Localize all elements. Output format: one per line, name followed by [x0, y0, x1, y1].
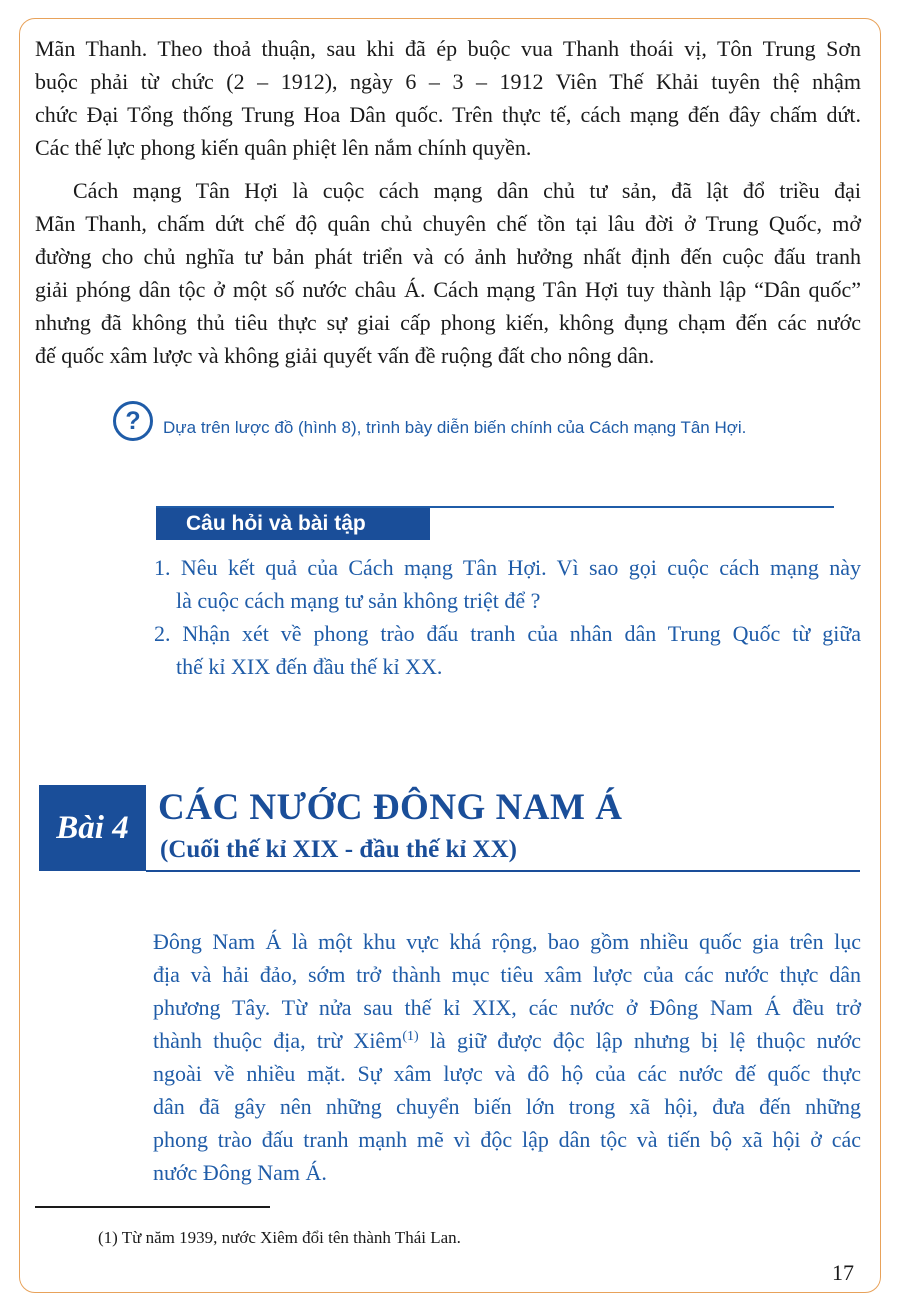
- question-prompt: [113, 401, 833, 449]
- text-line: nhưng đã không thủ tiêu thực sự giai cấp phong kiến, không đụng chạm đến các nước: [35, 310, 861, 335]
- text-line: phong trào đấu tranh mạnh mẽ vì độc lập dân tộc và tiến bộ xã hội ở các: [153, 1127, 861, 1152]
- text-line: đế quốc xâm lược và không giải quyết vấn đề ruộng đất cho nông dân.: [35, 343, 655, 368]
- exercise-item-2-line: 2. Nhận xét về phong trào đấu tranh của nhân dân Trung Quốc từ giữa: [154, 621, 861, 646]
- lesson-number-badge: Bài 4: [39, 785, 146, 871]
- text-line: Đông Nam Á là một khu vực khá rộng, bao gồm nhiều quốc gia trên lục: [153, 929, 861, 954]
- text-line: [153, 1024, 861, 1057]
- exercise-section-header: [156, 504, 836, 540]
- text-line: Mãn Thanh. Theo thoả thuận, sau khi đã ép buộc vua Thanh thoái vị, Tôn Trung Sơn: [35, 36, 861, 61]
- text-line: giải phóng dân tộc ở một số nước châu Á. Cách mạng Tân Hợi tuy thành lập “Dân quốc”: [35, 277, 861, 302]
- footnote-reference[interactable]: (1): [402, 1029, 419, 1044]
- text-line: phương Tây. Từ nửa sau thế kỉ XIX, các nước ở Đông Nam Á đều trở: [153, 995, 861, 1020]
- footnote: (1) Từ năm 1939, nước Xiêm đổi tên thành Thái Lan.: [98, 1228, 461, 1247]
- question-text: Dựa trên lược đồ (hình 8), trình bày diễn biến chính của Cách mạng Tân Hợi.: [163, 418, 747, 437]
- exercise-heading: Câu hỏi và bài tập: [156, 508, 430, 540]
- paragraph-continued: [35, 32, 861, 164]
- text-line: ngoài về nhiều mặt. Sự xâm lược và đô hộ của các nước đế quốc thực: [153, 1061, 861, 1086]
- text-line: Các thế lực phong kiến quân phiệt lên nắm chính quyền.: [35, 135, 532, 160]
- text-line: buộc phải từ chức (2 – 1912), ngày 6 – 3 – 1912 Viên Thế Khải tuyên thệ nhậm: [35, 69, 861, 94]
- lesson-title-underline: [146, 870, 860, 872]
- lesson-subtitle: (Cuối thế kỉ XIX - đầu thế kỉ XX): [160, 836, 517, 863]
- exercise-item-2-line: thế kỉ XIX đến đầu thế kỉ XX.: [176, 654, 443, 679]
- text-segment: thành thuộc địa, trừ Xiêm: [153, 1028, 403, 1053]
- page-number: 17: [832, 1260, 854, 1285]
- exercise-list: [154, 551, 861, 683]
- text-line: địa và hải đảo, sớm trở thành mục tiêu xâm lược của các nước thực dân: [153, 962, 861, 987]
- question-mark-icon: ?: [113, 401, 153, 441]
- lesson-intro-paragraph: [153, 925, 861, 1189]
- exercise-item-1-line: 1. Nêu kết quả của Cách mạng Tân Hợi. Vì sao gọi cuộc cách mạng này: [154, 555, 861, 580]
- footnote-divider: [35, 1206, 270, 1208]
- exercise-item-1-line: là cuộc cách mạng tư sản không triệt để ?: [176, 588, 541, 613]
- paragraph-xinhai-assessment: [35, 174, 861, 372]
- text-line: đường cho chủ nghĩa tư bản phát triển và có ảnh hưởng nhất định đến cuộc đấu tranh: [35, 244, 861, 269]
- text-line: nước Đông Nam Á.: [153, 1160, 327, 1185]
- text-line: chức Đại Tổng thống Trung Hoa Dân quốc. Trên thực tế, cách mạng đến đây chấm dứt.: [35, 102, 861, 127]
- text-line: dân đã gây nên những chuyển biến lớn trong xã hội, đưa đến những: [153, 1094, 861, 1119]
- text-segment: là giữ được độc lập nhưng bị lệ thuộc nước: [418, 1028, 861, 1053]
- text-line: Cách mạng Tân Hợi là cuộc cách mạng dân chủ tư sản, đã lật đổ triều đại: [73, 178, 861, 203]
- lesson-title: CÁC NƯỚC ĐÔNG NAM Á: [158, 787, 623, 828]
- text-line: Mãn Thanh, chấm dứt chế độ quân chủ chuyên chế tồn tại lâu đời ở Trung Quốc, mở: [35, 211, 861, 236]
